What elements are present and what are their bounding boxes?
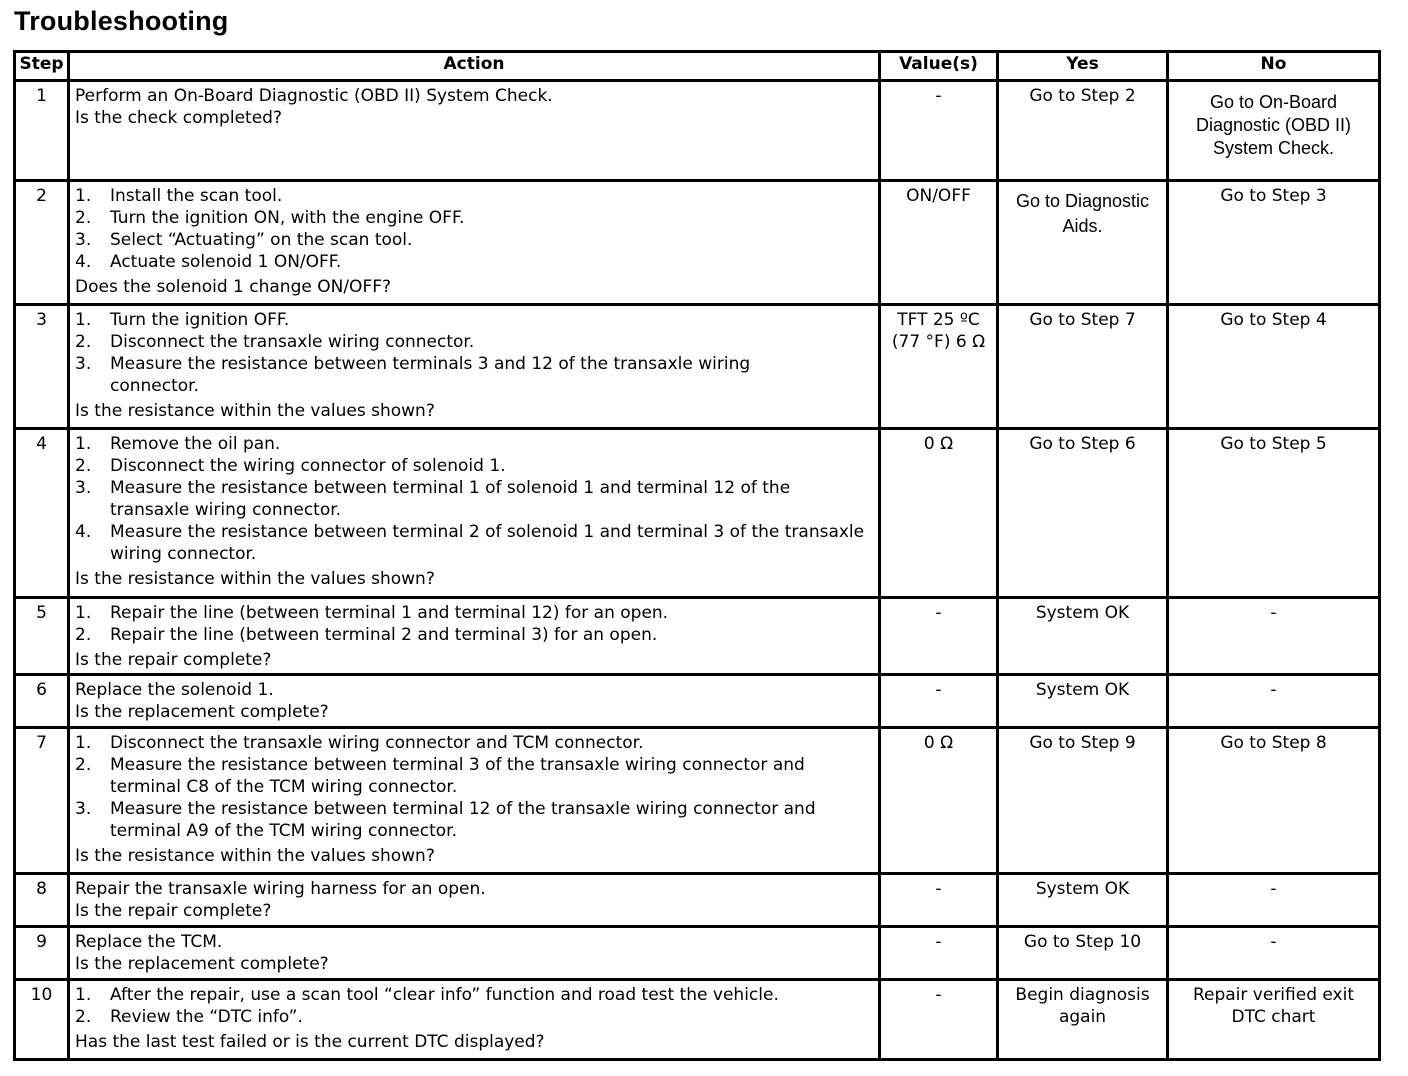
- table-row: [15, 874, 1380, 927]
- header-no: No: [1168, 52, 1380, 81]
- list-item: 4. Measure the resistance between terminal 2 of solenoid 1 and terminal 3 of the transaxle wiring connector.: [75, 522, 865, 564]
- action-question: Is the replacement complete?: [75, 702, 329, 722]
- step-number: 4: [15, 429, 69, 598]
- step-number: 3: [15, 305, 69, 429]
- troubleshooting-table: [13, 50, 1381, 1061]
- no-cell: Repair verified exit DTC chart: [1168, 980, 1380, 1060]
- yes-cell: Go to Step 9: [998, 728, 1168, 874]
- header-step: Step: [15, 52, 69, 81]
- value-cell: -: [880, 980, 998, 1060]
- no-cell: -: [1168, 598, 1380, 675]
- action-steps: [75, 602, 873, 646]
- step-number: 2: [15, 181, 69, 305]
- value-cell: -: [880, 598, 998, 675]
- action-steps: [75, 984, 873, 1028]
- value-cell: ON/OFF: [880, 181, 998, 305]
- table-row: [15, 927, 1380, 980]
- value-cell: 0 Ω: [880, 728, 998, 874]
- table-row: [15, 675, 1380, 728]
- yes-cell: Go to Step 7: [998, 305, 1168, 429]
- table-row: [15, 81, 1380, 181]
- list-item: 4. Actuate solenoid 1 ON/OFF.: [75, 252, 342, 272]
- step-number: 1: [15, 81, 69, 181]
- step-number: 7: [15, 728, 69, 874]
- list-item: 2. Turn the ignition ON, with the engine OFF.: [75, 208, 465, 228]
- action-cell: [69, 429, 880, 598]
- no-cell: Go to Step 5: [1168, 429, 1380, 598]
- no-cell: Go to Step 8: [1168, 728, 1380, 874]
- action-cell: [69, 81, 880, 181]
- step-number: 5: [15, 598, 69, 675]
- action-question: Has the last test failed or is the current DTC displayed?: [75, 1032, 545, 1052]
- list-item: 1. Disconnect the transaxle wiring connector and TCM connector.: [75, 733, 644, 753]
- header-action: Action: [69, 52, 880, 81]
- step-number: 9: [15, 927, 69, 980]
- action-line: Perform an On-Board Diagnostic (OBD II) System Check.: [75, 86, 553, 106]
- list-item: 1. Install the scan tool.: [75, 186, 283, 206]
- list-item: 3. Measure the resistance between terminal 12 of the transaxle wiring connector and terminal A9 of the TCM wiring connector.: [75, 799, 816, 841]
- no-cell: -: [1168, 675, 1380, 728]
- yes-cell: Go to Step 6: [998, 429, 1168, 598]
- value-cell: 0 Ω: [880, 429, 998, 598]
- list-item: 2. Disconnect the transaxle wiring connector.: [75, 332, 475, 352]
- header-row: [15, 52, 1380, 81]
- action-question: Does the solenoid 1 change ON/OFF?: [75, 277, 392, 297]
- list-item: 1. Turn the ignition OFF.: [75, 310, 290, 330]
- step-number: 8: [15, 874, 69, 927]
- header-values: Value(s): [880, 52, 998, 81]
- action-question: Is the replacement complete?: [75, 954, 329, 974]
- action-cell: [69, 728, 880, 874]
- action-cell: [69, 181, 880, 305]
- value-cell: -: [880, 874, 998, 927]
- action-question: Is the repair complete?: [75, 650, 272, 670]
- yes-cell: System OK: [998, 874, 1168, 927]
- list-item: 1. After the repair, use a scan tool “clear info” function and road test the vehicle.: [75, 985, 779, 1005]
- yes-cell: Go to Step 2: [998, 81, 1168, 181]
- action-cell: [69, 874, 880, 927]
- no-cell: -: [1168, 874, 1380, 927]
- table-row: [15, 598, 1380, 675]
- table-row: [15, 429, 1380, 598]
- yes-cell: System OK: [998, 598, 1168, 675]
- list-item: 3. Select “Actuating” on the scan tool.: [75, 230, 413, 250]
- table-row: [15, 305, 1380, 429]
- list-item: 2. Measure the resistance between terminal 3 of the transaxle wiring connector and terminal C8 of the TCM wiring connector.: [75, 755, 805, 797]
- no-cell: Go to Step 4: [1168, 305, 1380, 429]
- action-line: Replace the TCM.: [75, 932, 223, 952]
- action-steps: [75, 309, 873, 397]
- list-item: 3. Measure the resistance between terminals 3 and 12 of the transaxle wiring connector.: [75, 354, 751, 396]
- yes-cell: Go to Diagnostic Aids.: [998, 181, 1168, 305]
- list-item: 2. Review the “DTC info”.: [75, 1007, 303, 1027]
- action-line: Repair the transaxle wiring harness for an open.: [75, 879, 486, 899]
- step-number: 6: [15, 675, 69, 728]
- list-item: 1. Remove the oil pan.: [75, 434, 281, 454]
- list-item: 2. Repair the line (between terminal 2 and terminal 3) for an open.: [75, 625, 658, 645]
- action-line: Replace the solenoid 1.: [75, 680, 274, 700]
- yes-cell: System OK: [998, 675, 1168, 728]
- action-steps: [75, 433, 873, 565]
- no-cell: Go to On-Board Diagnostic (OBD II) System Check.: [1168, 81, 1380, 181]
- table-row: [15, 728, 1380, 874]
- value-cell: -: [880, 927, 998, 980]
- header-yes: Yes: [998, 52, 1168, 81]
- action-steps: [75, 185, 873, 273]
- action-question: Is the resistance within the values shown?: [75, 401, 435, 421]
- list-item: 2. Disconnect the wiring connector of solenoid 1.: [75, 456, 506, 476]
- value-cell: TFT 25 ºC (77 °F) 6 Ω: [880, 305, 998, 429]
- yes-cell: Go to Step 10: [998, 927, 1168, 980]
- action-question: Is the repair complete?: [75, 901, 272, 921]
- page-title: Troubleshooting: [14, 6, 229, 36]
- list-item: 3. Measure the resistance between terminal 1 of solenoid 1 and terminal 12 of the transaxle wiring connector.: [75, 478, 791, 520]
- value-cell: -: [880, 81, 998, 181]
- action-cell: [69, 305, 880, 429]
- value-cell: -: [880, 675, 998, 728]
- table-row: [15, 980, 1380, 1060]
- action-question: Is the resistance within the values shown?: [75, 846, 435, 866]
- action-steps: [75, 732, 873, 842]
- no-cell: -: [1168, 927, 1380, 980]
- action-cell: [69, 980, 880, 1060]
- step-number: 10: [15, 980, 69, 1060]
- table-row: [15, 181, 1380, 305]
- action-cell: [69, 927, 880, 980]
- no-cell: Go to Step 3: [1168, 181, 1380, 305]
- action-cell: [69, 598, 880, 675]
- yes-cell: Begin diagnosis again: [998, 980, 1168, 1060]
- action-question: Is the resistance within the values shown?: [75, 569, 435, 589]
- list-item: 1. Repair the line (between terminal 1 and terminal 12) for an open.: [75, 603, 669, 623]
- action-cell: [69, 675, 880, 728]
- action-question: Is the check completed?: [75, 108, 282, 128]
